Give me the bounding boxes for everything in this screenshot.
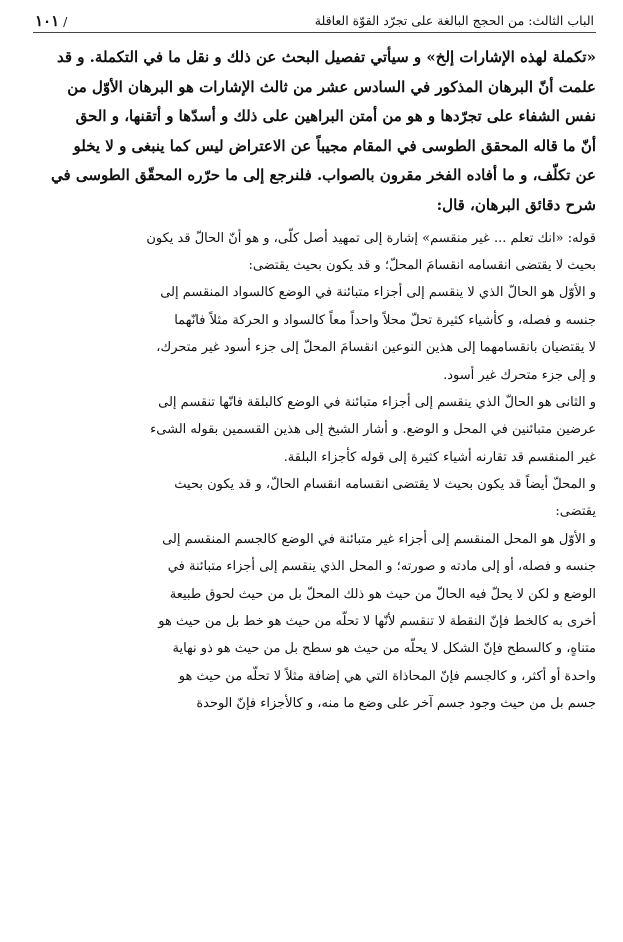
quote-line: و إلى جزء متحرك غير أسود. bbox=[443, 367, 596, 383]
quoted-commentary bbox=[33, 225, 596, 718]
quote-line: جنسه و فصله، و كأشياء كثيرة تحلّ محلاً واحداً معاً كالسواد و الحركة مثلاً فانّهما bbox=[174, 312, 596, 328]
quote-line: و المحلّ أيضاً قد يكون بحيث لا يقتضى انقسامه انقسام الحالّ، و قد يكون بحيث bbox=[174, 477, 596, 493]
page-number-group bbox=[35, 11, 67, 32]
main-line: نفس الشفاء على تجرّدها و هو من أمتن البراهين على ذلك و أسدّها و أتقنها، و الحق bbox=[75, 107, 596, 126]
header-separator: / bbox=[63, 13, 68, 29]
main-line: شرح دقائق البرهان، قال: bbox=[436, 195, 596, 214]
page bbox=[33, 10, 596, 718]
quote-line: و الأوّل هو الحالّ الذي لا ينقسم إلى أجزاء متبائنة في الوضع كالسواد المنقسم إلى bbox=[160, 285, 596, 301]
quote-line: يقتضى: bbox=[555, 504, 596, 520]
main-line: «تكملة لهذه الإشارات إلخ» و سيأتي تفصيل البحث عن ذلك و نقل ما في التكملة. و قد bbox=[56, 48, 596, 66]
main-text bbox=[33, 43, 596, 221]
main-line: أنّ ما قاله المحقق الطوسى في المقام مجيباً عن الاعتراض ليس كما ينبغى و لا يخلو bbox=[73, 136, 596, 155]
quote-line: واحدة أو أكثر، و كالجسم فإنّ المحاذاة التي هي إضافة مثلاً لا تحلّه من حيث هو bbox=[178, 668, 596, 684]
quote-line: و الثانى هو الحالّ الذي ينقسم إلى أجزاء متبائنة في الوضع كالبلقة فانّها تنقسم إلى bbox=[158, 394, 596, 410]
quote-line: عرضين متبائنين في المحل و الوضع. و أشار الشيخ إلى هذين القسمين بقوله الشىء bbox=[150, 422, 596, 438]
running-header bbox=[33, 10, 596, 33]
quote-line: جسم بل من حيث وجود جسم آخر على وضع ما منه، و كالأجزاء فإنّ الوحدة bbox=[196, 696, 596, 712]
quote-line: متناهٍ، و كالسطح فإنّ الشكل لا يحلّه من حيث هو سطح بل من حيث هو ذو نهاية bbox=[172, 641, 596, 657]
quote-line: لا يقتضيان بانقسامهما إلى هذين النوعين انقسامَ المحلّ إلى جزء أسود غير متحرك، bbox=[156, 340, 596, 356]
quote-line: الوضع و لكن لا يحلّ فيه الحالّ من حيث هو ذلك المحلّ بل من حيث لحوق طبيعة bbox=[169, 586, 596, 602]
quote-line: أخرى به كالخط فإنّ النقطة لا تنقسم لأنّها لا تحلّه من حيث هو خط بل من حيث هو bbox=[158, 614, 596, 630]
quote-line: غير المنقسم قد تقارنه أشياء كثيرة إلى قوله كأجزاء البلقة. bbox=[283, 449, 596, 465]
page-number: ١٠١ bbox=[35, 11, 60, 30]
main-line: عن تكلّف، و ما أفاده الفخر مقرون بالصواب. فلنرجع إلى ما حرّره المحقّق الطوسى في bbox=[50, 166, 596, 185]
running-title: الباب الثالث: من الحجج البالغة على تجرّد القوّة العاقلة bbox=[314, 13, 594, 28]
main-line: علمت أنّ البرهان المذكور في السادس عشر من ثالث الإشارات هو البرهان الأوّل من bbox=[67, 77, 596, 96]
quote-line: بحيث لا يقتضى انقسامه انقسامَ المحلّ؛ و قد يكون بحيث يقتضى: bbox=[248, 257, 596, 273]
quote-line: و الأوّل هو المحل المنقسم إلى أجزاء غير متبائنة في الوضع كالجسم المنقسم إلى bbox=[162, 531, 596, 547]
quote-line: جنسه و فصله، أو إلى مادته و صورته؛ و المحل الذي ينقسم إلى أجزاء متبائنة في bbox=[167, 559, 596, 575]
quote-line: قوله: «انك تعلم ... غير منقسم» إشارة إلى تمهيد أصل كلّى، و هو أنّ الحالّ قد يكون bbox=[146, 230, 596, 246]
